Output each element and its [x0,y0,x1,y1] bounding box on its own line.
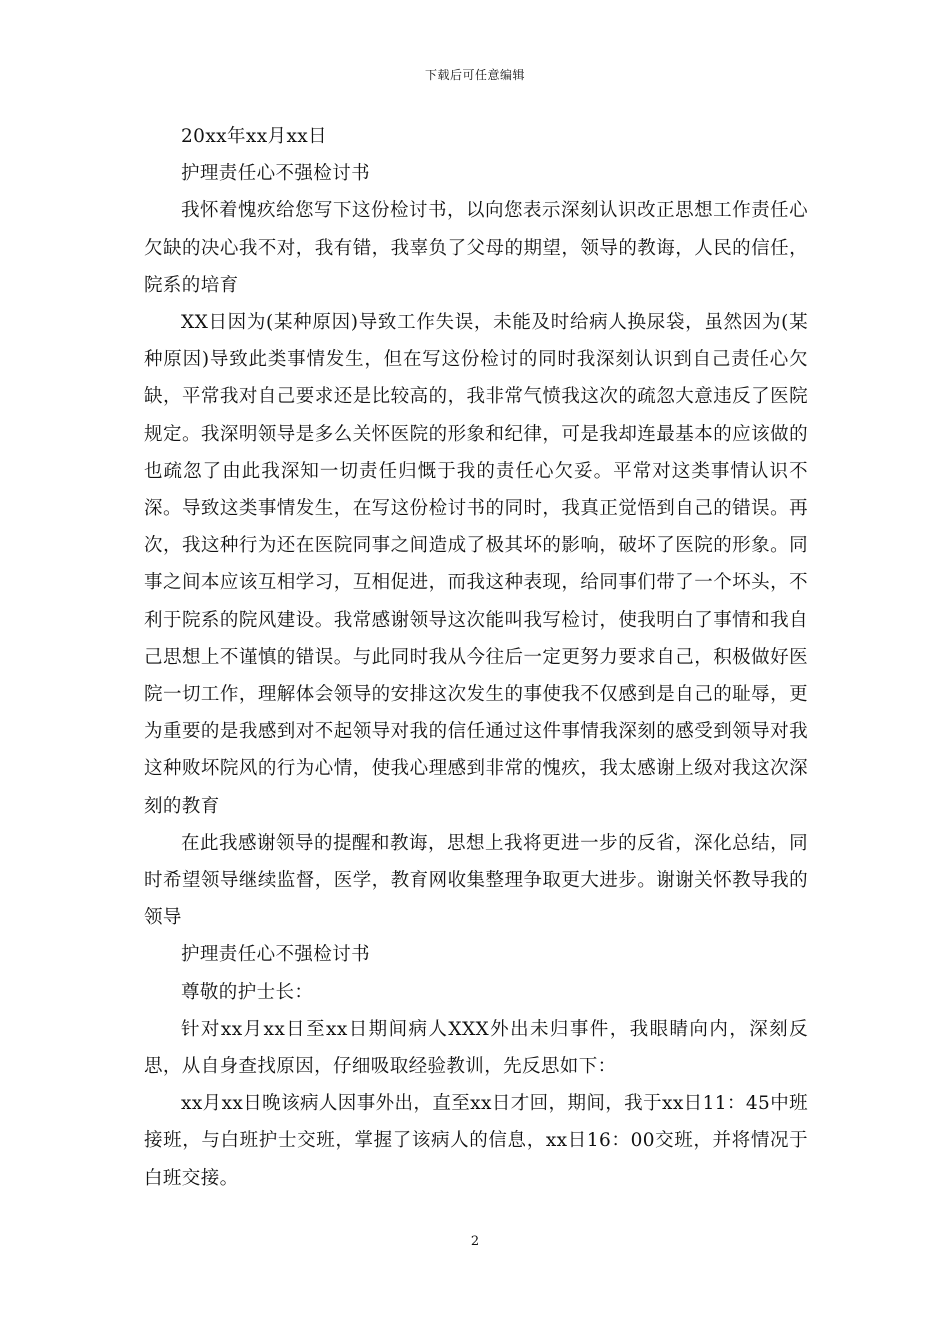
salutation: 尊敬的护士长： [181,981,314,1003]
paragraph-closing: 在此我感谢领导的提醒和教诲，思想上我将更进一步的反省，深化总结，同时希望领导继续监督，医学，教育网收集整理争取更大进步。谢谢关怀教导我的领导 [144,832,808,929]
second-title: 护理责任心不强检讨书 [181,944,371,966]
page-header-note: 下载后可任意编辑 [424,68,525,82]
paragraph-account: xx月xx日晚该病人因事外出，直至xx日才回，期间，我于xx日11：45中班接班，与白班护士交班，掌握了该病人的信息，xx日16：00交班，并将情况于白班交接。 [144,1093,808,1189]
document-title: 护理责任心不强检讨书 [181,163,371,185]
paragraph-main: XX日因为(某种原因)导致工作失误，未能及时给病人换尿袋，虽然因为(某种原因)导致此类事情发生，但在写这份检讨的同时我深刻认识到自己责任心欠缺，平常我对自己要求还是比较高的，我非常气愤我这次的疏忽大意违反了医院规定。我深明领导是多么关怀医院的形象和纪律，可是我却连最基本的应该做的也疏忽了由此我深知一切责任归慨于我的责任心欠妥。平常对这类事情认识不深。导致这类事情发生，在写这份检讨书的同时，我真正觉悟到自己的错误。再次，我这种行为还在医院同事之间造成了极其坏的影响，破坏了医院的形象。同事之间本应该互相学习，互相促进，而我这种表现，给同事们带了一个坏头，不利于院系的院风建设。我常感谢领导这次能叫我写检讨，使我明白了事情和我自己思想上不谨慎的错误。与此同时我从今往后一定更努力要求自己，积极做好医院一切工作，理解体会领导的安排这次发生的事使我不仅感到是自己的耻辱，更为重要的是我感到对不起领导对我的信任通过这件事情我深刻的感受到领导对我这种败坏院风的行为心情，使我心理感到非常的愧疚，我太感谢上级对我这次深刻的教育 [144,312,808,817]
paragraph-intro: 我怀着愧疚给您写下这份检讨书，以向您表示深刻认识改正思想工作责任心欠缺的决心我不对，我有错，我辜负了父母的期望，领导的教诲，人民的信任，院系的培育 [144,200,808,296]
page-number: 2 [470,1234,480,1249]
document-body [144,118,808,1197]
paragraph-reflection: 针对xx月xx日至xx日期间病人XXX外出未归事件，我眼睛向内，深刻反思，从自身查找原因，仔细吸取经验教训，先反思如下： [144,1018,808,1078]
document-date: 20xx年xx月xx日 [181,126,328,147]
